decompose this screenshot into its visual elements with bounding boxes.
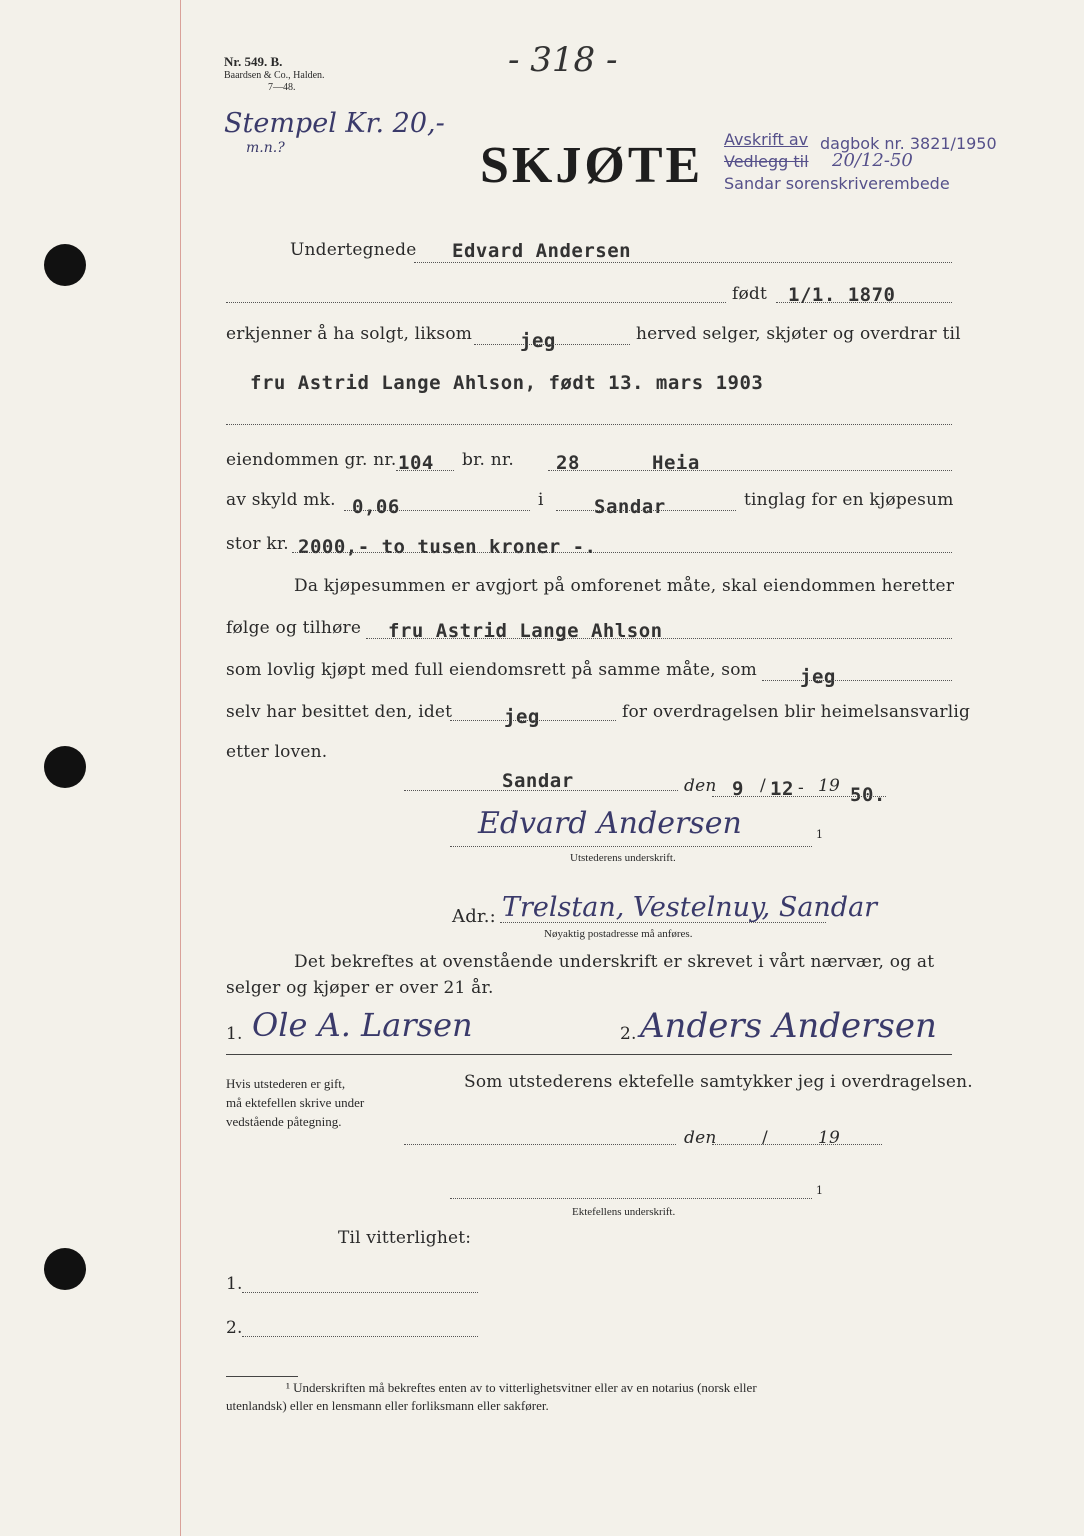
page-number: - 318 - [508, 40, 618, 80]
address: Trelstan, Vestelnuy, Sandar [502, 892, 878, 923]
stor-label: stor kr. [226, 534, 289, 554]
dotted-line [548, 470, 952, 471]
divider [226, 1054, 952, 1055]
dotted-line [404, 1144, 676, 1145]
heimels-text: for overdragelsen blir heimelsansvarlig [622, 702, 971, 722]
folge-label: følge og tilhøre [226, 618, 362, 638]
tinglag-text: tinglag for en kjøpesum [744, 490, 954, 510]
spouse-note-line: vedstående påtegning. [226, 1114, 342, 1129]
dotted-line [556, 510, 736, 511]
witness2-number: 2. [620, 1024, 637, 1044]
vitterlighet-2: 2. [226, 1318, 243, 1338]
buyer-line: fru Astrid Lange Ahlson, født 13. mars 1903 [250, 372, 764, 394]
fodt-label: født [732, 284, 768, 304]
vitterlighet-label: Til vitterlighet: [338, 1228, 472, 1248]
footnote-rule [226, 1376, 298, 1377]
bekreftes-line1: Det bekreftes at ovenstående underskrift er skrevet i vårt nærvær, og at [294, 952, 935, 972]
spouse-text: Som utstederens ektefelle samtykker jeg i overdragelsen. [464, 1072, 973, 1092]
skyld-value: 0,06 [352, 496, 400, 518]
stempel-note: Stempel Kr. 20,- [224, 108, 445, 139]
lovlig-value: jeg [800, 666, 836, 688]
price: 2000,- to tusen kroner -. [298, 536, 597, 558]
paragraph-2: Da kjøpesummen er avgjort på omforenet måte, skal eiendommen heretter [294, 576, 955, 596]
printer-name: Baardsen & Co., Halden. [224, 70, 325, 81]
dotted-line [762, 680, 952, 681]
form-number: Nr. 549. B. [224, 54, 283, 69]
herved-text: herved selger, skjøter og overdrar til [636, 324, 961, 344]
selv-text: selv har besittet den, idet [226, 702, 453, 722]
stamp-dagbok: dagbok nr. 3821/1950 [820, 134, 997, 153]
seller-birth: 1/1. 1870 [788, 284, 896, 306]
undertegnede-label: Undertegnede [290, 240, 417, 260]
adr-label: Adr.: [452, 906, 496, 927]
dotted-line [474, 344, 630, 345]
dotted-line [414, 262, 952, 263]
br-nr-label: br. nr. [462, 450, 514, 470]
dotted-line [242, 1292, 478, 1293]
dotted-line [712, 796, 886, 797]
erkjenner-text: erkjenner å ha solgt, liksom [226, 324, 473, 344]
address-caption: Nøyaktig postadresse må anføres. [544, 928, 693, 940]
dotted-line [226, 424, 952, 425]
dotted-line [450, 720, 616, 721]
spouse-note-line: må ektefellen skrive under [226, 1095, 365, 1110]
dotted-line [344, 510, 530, 511]
date-year: 50. [850, 784, 886, 806]
dotted-line [450, 846, 812, 847]
dotted-line [500, 922, 826, 923]
gr-nr: 104 [398, 452, 434, 474]
spouse-note [226, 1074, 426, 1131]
witness2-signature: Anders Andersen [640, 1006, 937, 1046]
skyld-label: av skyld mk. [226, 490, 336, 510]
dotted-line [712, 1144, 882, 1145]
property-name: Heia [652, 452, 700, 474]
vitterlighet-1: 1. [226, 1274, 243, 1294]
spouse-slash: / [762, 1128, 768, 1148]
lovlig-text: som lovlig kjøpt med full eiendomsrett på samme måte, som [226, 660, 757, 680]
footnote-line2: utenlandsk) eller en lensmann eller forliksmann eller sakfører. [226, 1398, 549, 1413]
place: Sandar [502, 770, 574, 792]
stempel-initials: m.n.? [246, 140, 285, 156]
dotted-line [776, 302, 952, 303]
liksom-value: jeg [520, 330, 556, 352]
spouse-note-line: Hvis utstederen er gift, [226, 1076, 346, 1091]
br-nr: 28 [556, 452, 580, 474]
date-slash: / [760, 776, 766, 796]
dotted-line [404, 790, 678, 791]
punch-hole-top [44, 244, 86, 286]
document-title: SKJØTE [480, 137, 704, 194]
footnote-mark: 1 [816, 828, 824, 841]
print-date: 7—48. [268, 82, 296, 93]
dotted-line [450, 1198, 812, 1199]
dotted-line [226, 302, 726, 303]
spouse-footnote-mark: 1 [816, 1184, 824, 1197]
punch-hole-middle [44, 746, 86, 788]
date-year-prefix: 19 [818, 776, 841, 796]
folge-value: fru Astrid Lange Ahlson [388, 620, 663, 642]
margin-rule [180, 0, 181, 1536]
witness1-number: 1. [226, 1024, 243, 1044]
seller-name: Edvard Andersen [452, 240, 632, 262]
den-label: den [684, 776, 717, 796]
dotted-line [396, 470, 454, 471]
stamp-office: Sandar sorenskriverembede [724, 174, 950, 193]
dotted-line [366, 638, 952, 639]
stamp-vedlegg: Vedlegg til [724, 152, 809, 171]
i-label: i [538, 490, 544, 510]
selv-value: jeg [504, 706, 540, 728]
etter-loven: etter loven. [226, 742, 328, 762]
date-month: 12 [770, 778, 794, 800]
footnote-line1: ¹ Underskriften må bekreftes enten av to vitterlighetsvitner eller av en notarius (norsk eller [286, 1380, 757, 1395]
bekreftes-line2: selger og kjøper er over 21 år. [226, 978, 494, 998]
punch-hole-bottom [44, 1248, 86, 1290]
dotted-line [292, 552, 952, 553]
spouse-caption: Ektefellens underskrift. [572, 1206, 676, 1218]
signature-caption: Utstederens underskrift. [570, 852, 676, 864]
spouse-year: 19 [818, 1128, 841, 1148]
dotted-line [242, 1336, 478, 1337]
date-day: 9 [732, 778, 744, 800]
tinglag-value: Sandar [594, 496, 666, 518]
eiendommen-label: eiendommen gr. nr. [226, 450, 397, 470]
stamp-avskrift: Avskrift av [724, 130, 809, 149]
date-dash: - [798, 778, 804, 798]
spouse-den: den [684, 1128, 717, 1148]
witness1-signature: Ole A. Larsen [252, 1006, 473, 1044]
seller-signature: Edvard Andersen [478, 806, 742, 841]
stamp-date: 20/12-50 [832, 150, 913, 171]
